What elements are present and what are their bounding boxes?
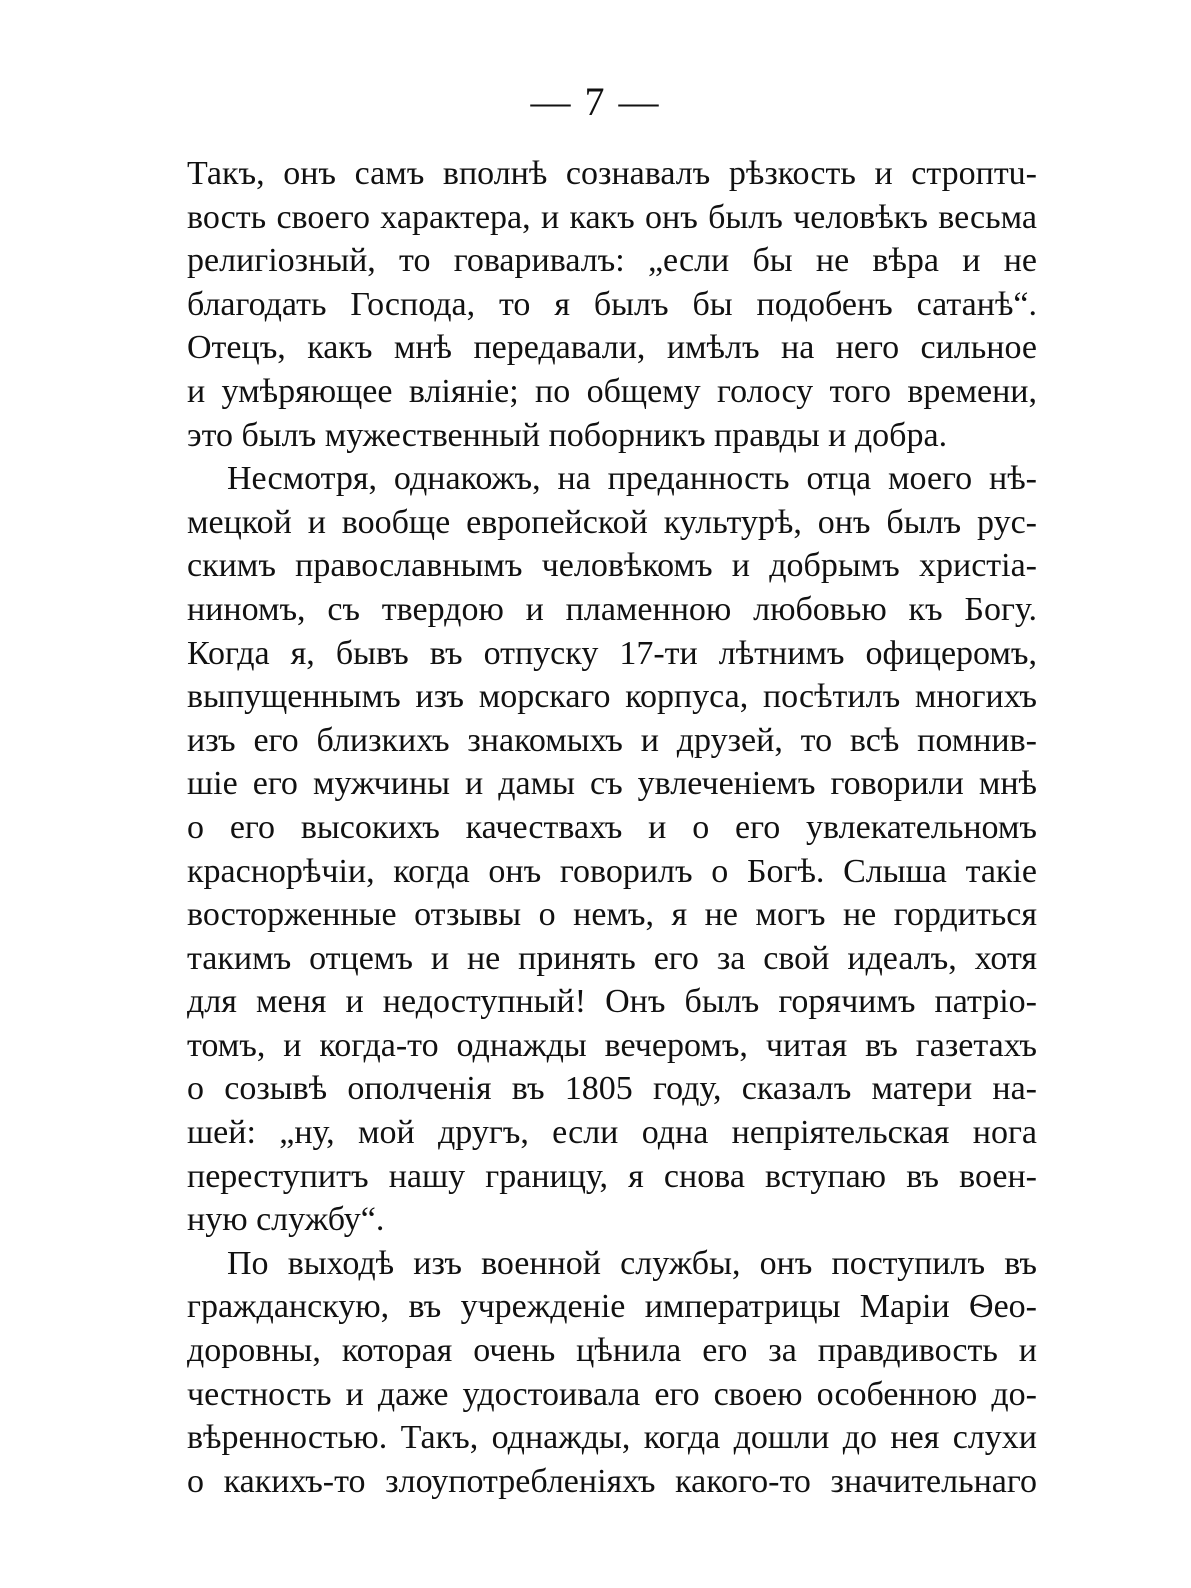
text-line: вѣренностью. Такъ, однажды, когда дошли до нея слухи xyxy=(187,1419,1037,1457)
text-line: честность и даже удостоивала его своею особенною до- xyxy=(187,1375,1037,1413)
text-line: о созывѣ ополченiя въ 1805 году, сказалъ матери на- xyxy=(187,1070,1037,1108)
page-number: — 7 — xyxy=(530,79,661,124)
paragraph-3 xyxy=(187,1242,1037,1504)
text-line: о его высокихъ качествахъ и о его увлекательномъ xyxy=(187,808,1037,846)
paragraph-2 xyxy=(187,457,1037,1242)
text-line: гражданскую, въ учрежденiе императрицы Марiи Ѳео- xyxy=(187,1288,1037,1326)
text-line: вость своего характера, и какъ онъ былъ человѣкъ весьма xyxy=(187,198,1037,236)
text-line: о какихъ-то злоупотребленiяхъ какого-то значительнаго xyxy=(187,1462,1037,1500)
text-line: По выходѣ изъ военной службы, онъ поступилъ въ xyxy=(227,1244,1037,1282)
text-line: шiе его мужчины и дамы съ увлеченiемъ говорили мнѣ xyxy=(187,765,1037,803)
text-line: мецкой и вообще европейской культурѣ, онъ былъ рус- xyxy=(187,503,1037,541)
text-line: Такъ, онъ самъ вполнѣ сознавалъ рѣзкость и строптu- xyxy=(187,155,1037,192)
text-line: Несмотря, однакожъ, на преданность отца моего нѣ- xyxy=(227,460,1037,498)
text-line: благодать Господа, то я былъ бы подобенъ сатанѣ“. xyxy=(187,285,1037,323)
text-line: шей: „ну, мой другъ, если одна непрiятельская нога xyxy=(187,1114,1037,1152)
text-line: для меня и недоступный! Онъ былъ горячимъ патрiо- xyxy=(187,983,1037,1021)
text-line: выпущеннымъ изъ морскаго корпуса, посѣтилъ многихъ xyxy=(187,678,1037,716)
text-line: ную службу“. xyxy=(187,1201,385,1239)
text-line: доровны, которая очень цѣнила его за правдивость и xyxy=(187,1332,1037,1370)
text-line: переступитъ нашу границу, я снова вступаю въ воен- xyxy=(187,1157,1037,1195)
text-line: религiозный, то говаривалъ: „если бы не вѣра и не xyxy=(187,242,1037,280)
text-line: это былъ мужественный поборникъ правды и добра. xyxy=(187,416,948,454)
text-line: Когда я, бывъ въ отпуску 17-ти лѣтнимъ офицеромъ, xyxy=(187,634,1037,672)
text-line: ниномъ, съ твердою и пламенною любовью къ Богу. xyxy=(187,590,1037,628)
text-line: и умѣряющее влiянiе; по общему голосу того времени, xyxy=(187,372,1037,410)
text-line: восторженные отзывы о немъ, я не могъ не гордиться xyxy=(187,896,1037,934)
text-line: скимъ православнымъ человѣкомъ и добрымъ христiа- xyxy=(187,547,1037,585)
text-line: изъ его близкихъ знакомыхъ и друзей, то всѣ помнив- xyxy=(187,721,1037,759)
text-line: такимъ отцемъ и не принять его за свой идеалъ, хотя xyxy=(187,939,1037,977)
text-line: краснорѣчiи, когда онъ говорилъ о Богѣ. Слыша такiе xyxy=(187,852,1037,890)
body-text xyxy=(187,152,1037,1503)
paragraph-1 xyxy=(187,152,1037,457)
text-line: Отецъ, какъ мнѣ передавали, имѣлъ на него сильное xyxy=(187,329,1037,367)
text-line: томъ, и когда-то однажды вечеромъ, читая въ газетахъ xyxy=(187,1026,1037,1064)
